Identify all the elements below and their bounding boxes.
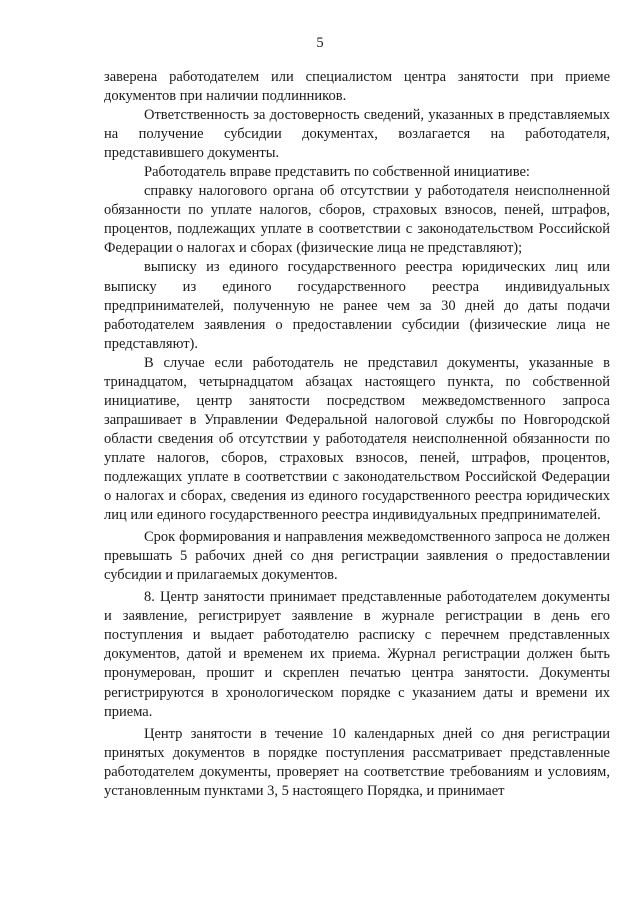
paragraph-responsibility: Ответственность за достоверность сведений, указанных в представляемых на получение субсидии документах, возлагается на работодателя, представившего документы. bbox=[104, 107, 610, 162]
paragraph-review-period: Центр занятости в течение 10 календарных дней со дня регистрации принятых документов в порядке поступления рассматривает представленные работодателем документы, проверяет на соответствие требованиям и условиям, установленным пунктами 3, 5 настоящего Порядка, и принимает bbox=[104, 725, 610, 799]
paragraph-tax-certificate: справку налогового органа об отсутствии у работодателя неисполненной обязанности по уплате налогов, сборов, страховых взносов, пеней, штрафов, процентов, подлежащих уплате в соответствии с законодательством Российской Федерации о налогах и сборах (физические лица не представляют); bbox=[104, 183, 610, 257]
paragraph-continuation: заверена работодателем или специалистом центра занятости при приеме документов при наличии подлинников. bbox=[104, 69, 610, 105]
page-number: 5 bbox=[316, 35, 324, 51]
paragraph-request-deadline: Срок формирования и направления межведомственного запроса не должен превышать 5 рабочих дней со дня регистрации заявления о предоставлении субсидии и прилагаемых документов. bbox=[104, 529, 610, 584]
document-body bbox=[104, 68, 610, 801]
paragraph-interagency-request: В случае если работодатель не представил документы, указанные в тринадцатом, четырнадцатом абзацах настоящего пункта, по собственной инициативе, центр занятости посредством межведомственного запроса запрашивает в Управлении Федеральной налоговой службы по Новгородской области сведения об отсутствии у работодателя неисполненной обязанности по уплате налогов, сборов, страховых взносов, пеней, штрафов, процентов, подлежащих уплате в соответствии с законодательством Российской Федерации о налогах и сборах, сведения из единого государственного реестра юридических лиц или единого государственного реестра индивидуальных предпринимателей. bbox=[104, 354, 610, 524]
paragraph-registry-extract: выписку из единого государственного реестра юридических лиц или выписку из единого государственного реестра индивидуальных предпринимателей, полученную не ранее чем за 30 дней до даты подачи работодателем заявления о предоставлении субсидии (физические лица не представляют). bbox=[104, 259, 610, 352]
paragraph-item-8: 8. Центр занятости принимает представленные работодателем документы и заявление, регистрирует заявление в журнале регистрации в день его поступления и выдает работодателю расписку с перечнем представленных документов, датой и временем их приема. Журнал регистрации должен быть пронумерован, прошит и скреплен печатью центра занятости. Документы регистрируются в хронологическом порядке с указанием даты и времени их приема. bbox=[104, 589, 610, 720]
paragraph-own-initiative: Работодатель вправе представить по собственной инициативе: bbox=[144, 164, 530, 181]
